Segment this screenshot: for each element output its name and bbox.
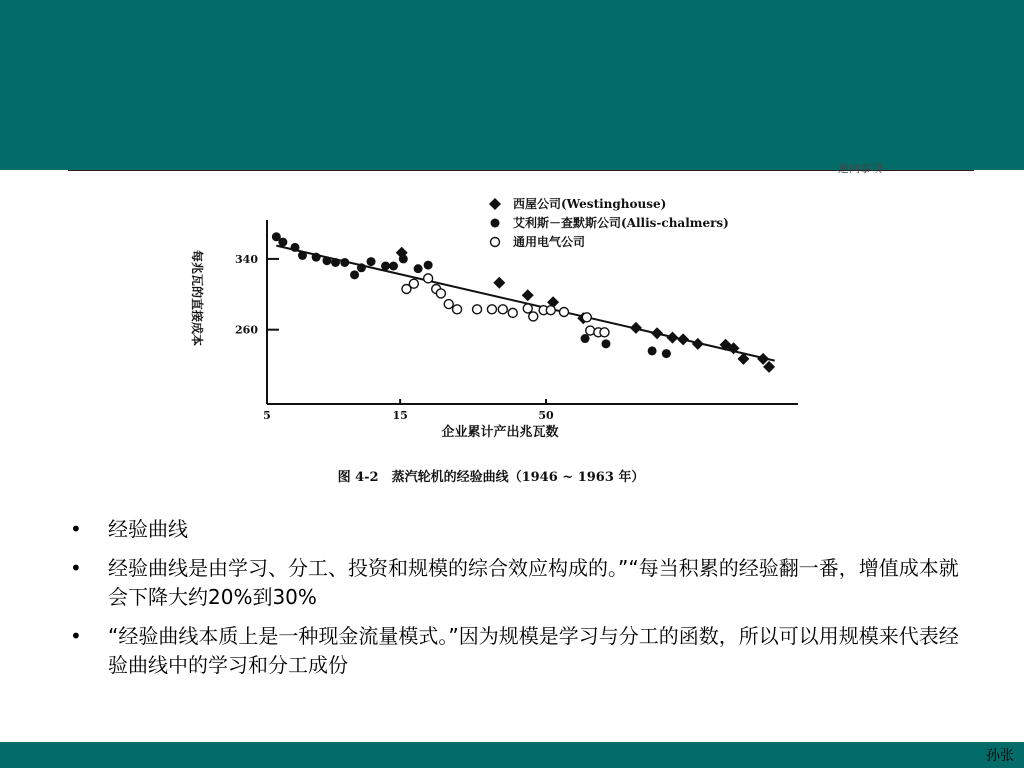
- x-tick-label: 5: [263, 409, 271, 422]
- data-point-open-circle: [546, 306, 555, 315]
- data-point-filled-circle: [381, 262, 390, 271]
- data-point-filled-circle: [312, 253, 321, 262]
- bullet-text: “经验曲线本质上是一种现金流量模式。”因为规模是学习与分工的函数，所以可以用规模来代表经验曲线中的学习和分工成份: [108, 624, 959, 677]
- title-band: [0, 0, 1024, 170]
- x-tick-label: 15: [392, 409, 408, 422]
- chart-axes: [235, 220, 798, 422]
- data-point-filled-circle: [278, 238, 287, 247]
- bullet-item: [68, 622, 968, 680]
- data-point-filled-circle: [662, 349, 671, 358]
- figure-corner-note: 逆向事项: [838, 162, 882, 175]
- data-point-filled-circle: [340, 258, 349, 267]
- data-point-filled-circle: [414, 264, 423, 273]
- bullet-item: [68, 515, 968, 544]
- data-point-open-circle: [582, 313, 591, 322]
- bullet-dot-icon: •: [70, 517, 82, 541]
- data-point-diamond: [522, 289, 534, 301]
- footer-author: 孙张: [986, 748, 1014, 764]
- data-point-open-circle: [473, 305, 482, 314]
- experience-curve-chart: [150, 180, 850, 500]
- y-axis-label: 每兆瓦的直接成本: [190, 249, 204, 347]
- bullet-list: [68, 515, 968, 690]
- data-point-diamond: [651, 327, 663, 339]
- chart-caption: 图 4-2 蒸汽轮机的经验曲线（1946 ~ 1963 年）: [337, 470, 645, 485]
- y-tick-label: 260: [235, 323, 258, 337]
- bullet-text: 经验曲线: [108, 517, 188, 541]
- data-point-open-circle: [424, 274, 433, 283]
- x-tick-label: 50: [538, 409, 554, 422]
- data-point-filled-circle: [389, 262, 398, 271]
- x-axis-label: 企业累计产出兆瓦数: [441, 425, 559, 440]
- data-point-filled-circle: [581, 334, 590, 343]
- data-point-open-circle: [523, 304, 532, 313]
- data-point-open-circle: [436, 289, 445, 298]
- bullet-item: [68, 554, 968, 612]
- legend-label: 通用电气公司: [513, 235, 586, 249]
- data-point-diamond: [489, 198, 501, 210]
- data-point-filled-circle: [399, 254, 408, 263]
- footer-band: [0, 742, 1024, 768]
- bullet-text: 经验曲线是由学习、分工、投资和规模的综合效应构成的。”“每当积累的经验翻一番，增值成本就会下降大约20%到30%: [108, 556, 959, 609]
- data-point-filled-circle: [298, 251, 307, 260]
- data-point-filled-circle: [291, 243, 300, 252]
- data-point-filled-circle: [648, 346, 657, 355]
- data-point-diamond: [493, 277, 505, 289]
- data-point-filled-circle: [350, 270, 359, 279]
- bullet-dot-icon: •: [70, 556, 82, 580]
- data-point-open-circle: [600, 328, 609, 337]
- y-tick-label: 340: [235, 252, 258, 266]
- data-point-open-circle: [453, 305, 462, 314]
- legend-label: 西屋公司(Westinghouse): [513, 197, 667, 211]
- chart-legend: [489, 196, 729, 249]
- data-point-open-circle: [487, 305, 496, 314]
- data-point-open-circle: [560, 308, 569, 317]
- data-point-open-circle: [491, 238, 500, 247]
- data-point-diamond: [677, 333, 689, 345]
- data-point-diamond: [667, 332, 679, 344]
- legend-label: 艾利斯－查默斯公司(Allis-chalmers): [513, 216, 729, 230]
- data-point-open-circle: [409, 279, 418, 288]
- data-point-filled-circle: [357, 263, 366, 272]
- data-point-filled-circle: [331, 258, 340, 267]
- data-point-filled-circle: [424, 261, 433, 270]
- data-point-diamond: [692, 338, 704, 350]
- bullet-dot-icon: •: [70, 624, 82, 648]
- data-point-open-circle: [529, 312, 538, 321]
- data-point-open-circle: [444, 300, 453, 309]
- data-point-open-circle: [508, 308, 517, 317]
- data-point-filled-circle: [367, 257, 376, 266]
- data-point-filled-circle: [322, 256, 331, 265]
- data-point-filled-circle: [491, 219, 500, 228]
- data-point-filled-circle: [601, 339, 610, 348]
- data-point-open-circle: [498, 305, 507, 314]
- data-point-diamond: [630, 322, 642, 334]
